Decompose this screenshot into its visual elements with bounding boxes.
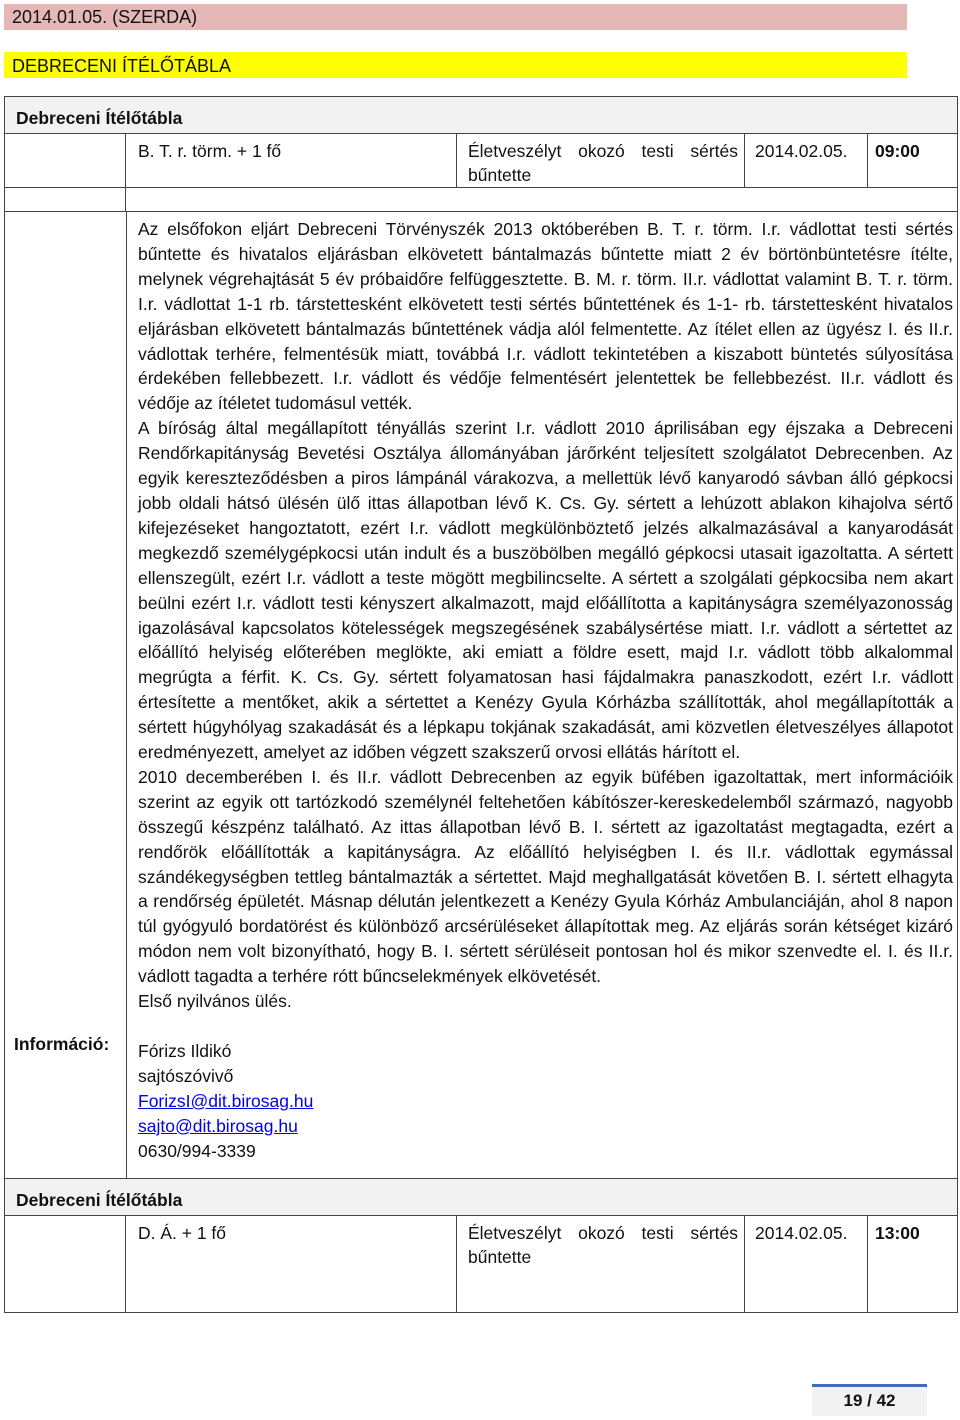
case-section-1 bbox=[4, 96, 958, 1187]
date-header: 2014.01.05. (SZERDA) bbox=[4, 4, 907, 30]
case-party: B. T. r. törm. + 1 fő bbox=[127, 134, 457, 187]
contact-block bbox=[138, 1039, 313, 1164]
case-court-title: Debreceni Ítélőtábla bbox=[5, 1179, 957, 1216]
case-section-2 bbox=[4, 1178, 958, 1313]
case-charge: Életveszélyt okozó testi sértés bűntette bbox=[458, 1216, 745, 1312]
case-party: D. Á. + 1 fő bbox=[127, 1216, 457, 1312]
court-header: DEBRECENI ÍTÉLŐTÁBLA bbox=[4, 52, 907, 78]
case-time: 13:00 bbox=[875, 1223, 920, 1243]
case-description bbox=[138, 217, 953, 1014]
case-row bbox=[5, 1216, 957, 1312]
info-label-cell bbox=[5, 212, 127, 1186]
contact-email-link-1[interactable]: ForizsI@dit.birosag.hu bbox=[138, 1090, 314, 1111]
contact-role: sajtószóvivő bbox=[138, 1065, 234, 1086]
case-court-title: Debreceni Ítélőtábla bbox=[5, 97, 957, 134]
paragraph-appeal: Az elsőfokon eljárt Debreceni Törvényszék 2013 októberében B. T. r. törm. I.r. vádlottat testi sértés bűntette és hivatalos eljárásban elkövetett bántalmazás bűntette miatt 2 év börtönbüntetésre ítélte, melynek végrehajtását 5 év próbaidőre felfüggesztette. B. M. r. törm. II.r. vádlottat valamint B. T. r. törm. I.r. vádlottat 1-1 rb. társtettesként elkövetett testi sértés bűntettének és 1-1- rb. társtettesként hivatalos eljárásban elkövetett bántalmazás bűntettének vádja alól felmentette. Az ítélet ellen az ügyész I. és II.r. vádlottak terhére, felmentésük miatt, továbbá I.r. vádlott tekintetében a kiszabott büntetés súlyosítása érdekében fellebbezett. I.r. vádlott és védője felmentésért jelentettek be fellebbezést. II.r. vádlott és védője az ítéletet tudomásul vették. bbox=[138, 219, 953, 414]
case-date: 2014.02.05. bbox=[746, 1216, 868, 1312]
contact-phone: 0630/994-3339 bbox=[138, 1140, 256, 1161]
case-charge: Életveszélyt okozó testi sértés bűntette bbox=[458, 134, 745, 187]
empty-cell bbox=[5, 134, 126, 187]
paragraph-facts-2: 2010 decemberében I. és II.r. vádlott Debrecenben az egyik büfében igazoltattak, mert információik szerint az egyik ott tartózkodó személynél feltehetően kábítószer-kereskedelemből származó, nagyobb összegű készpénz található. Az ittas állapotban lévő B. I. sértett az igazoltatást megtagadta, ezért a rendőrök előállították a kapitányságra. Az előállító helyiségben I. és II.r. vádlottak egymással szándékegységben tettleg bántalmazták a sértettet. Majd meghallgatását követően B. I. sértett elhagyta a rendőrség épületét. Másnap délután jelentkezett a Kenézy Gyula Kórház Ambulanciáján, ahol 8 napon túl gyógyuló bordatörést és különböző arcsérüléseket állapítottak meg. Az eljárás során kétséget kizáró módon nem volt bizonyítható, hogy B. I. sértett sérüléseit pontosan hol és mikor szenvedte el. I. és II.r. vádlott tagadta a terhére rótt bűncselekmények elkövetését. bbox=[138, 766, 953, 987]
spacer-row bbox=[5, 188, 957, 212]
empty-cell bbox=[5, 188, 126, 211]
info-label: Információ: bbox=[14, 1034, 110, 1054]
contact-email-link-2[interactable]: sajto@dit.birosag.hu bbox=[138, 1115, 298, 1136]
case-time: 09:00 bbox=[875, 141, 920, 161]
case-date: 2014.02.05. bbox=[746, 134, 868, 187]
empty-cell bbox=[5, 1216, 126, 1312]
paragraph-facts: A bíróság által megállapított tényállás szerint I.r. vádlott 2010 áprilisában egy éjszaka a Debreceni Rendőrkapitányság Bevetési Osztálya állományában járőrként teljesített szolgálatot Debrecenben. Az egyik kereszteződésben a piros lámpánál várakozva, a mellettük lévő kanyarodó sávban álló gépkocsi jobb oldali hátsó ülésén ülő ittas állapotban lévő K. Cs. Gy. sértett a lehúzott ablakon kihajolva sértő kifejezéseket hangoztatott, ezért I.r. vádlott megkülönböztető jelzés alkalmazásával a kanyarodását megkezdő személygépkocsi után indult és a buszöbölben megálló gépkocsi utasait igazoltatta. A sértett ellenszegült, ezért I.r. vádlott a teste mögött megbilincselte. A sértett a szolgálati gépkocsiba nem akart beülni ezért I.r. vádlott testi kényszert alkalmazott, majd előállította a kapitányságra személyazonosság igazolásával kapcsolatos kötelességek megszegésének szabálysértése miatt. I.r. vádlott a sértettet az előállító helyiség előterében meglökte, aki emiatt a földre esett, majd I.r. vádlott több alkalommal megrúgta a férfit. K. Cs. Gy. sértett folyamatosan hasi fájdalmakra panaszkodott, ezért I.r. vádlott értesítette a mentőket, akik a sértettet a Kenézy Gyula Kórházba szállították, ahol megállapították a sértett húgyhólyag szakadását és a lépkapu tokjának szakadását, ami közvetlen életveszélyes állapotot eredményezett, amelyet az időben végzett szakszerű orvosi ellátás hárított el. bbox=[138, 418, 953, 763]
case-row bbox=[5, 134, 957, 188]
case-description-row bbox=[5, 212, 957, 1186]
contact-name: Fórizs Ildikó bbox=[138, 1041, 232, 1061]
page-number: 19 / 42 bbox=[812, 1384, 927, 1416]
paragraph-hearing: Első nyilvános ülés. bbox=[138, 991, 292, 1012]
